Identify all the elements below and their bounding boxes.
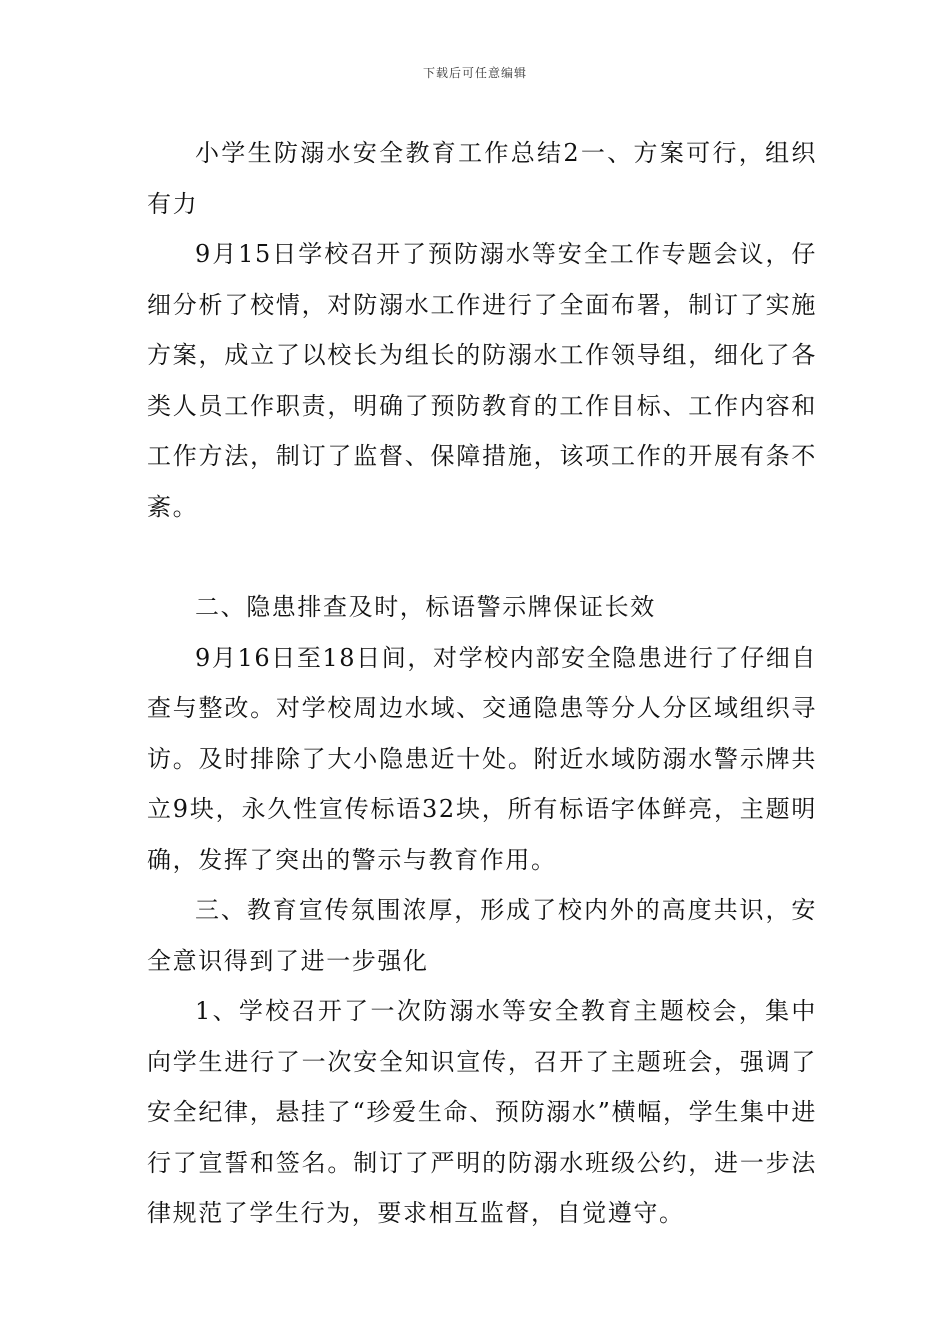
paragraph-title: 小学生防溺水安全教育工作总结2一、方案可行，组织有力 (147, 139, 817, 218)
paragraph: 1、学校召开了一次防溺水等安全教育主题校会，集中向学生进行了一次安全知识宣传，召开了主题班会，强调了安全纪律，悬挂了“珍爱生命、预防溺水”横幅，学生集中进行了宣誓和签名。制订了严明的防溺水班级公约，进一步法律规范了学生行为，要求相互监督，自觉遵守。 (147, 997, 817, 1227)
paragraph: 9月16日至18日间，对学校内部安全隐患进行了仔细自查与整改。对学校周边水域、交通隐患等分人分区域组织寻访。及时排除了大小隐患近十处。附近水域防溺水警示牌共立9块，永久性宣传标语32块，所有标语字体鲜亮，主题明确，发挥了突出的警示与教育作用。 (147, 643, 817, 874)
page-header: 下载后可任意编辑 (422, 66, 527, 80)
document-body (147, 128, 817, 1239)
paragraph-gap (147, 532, 817, 582)
paragraph-heading: 二、隐患排查及时，标语警示牌保证长效 (195, 593, 656, 621)
paragraph-heading: 三、教育宣传氛围浓厚，形成了校内外的高度共识，安全意识得到了进一步强化 (147, 896, 817, 975)
paragraph: 9月15日学校召开了预防溺水等安全工作专题会议，仔细分析了校情，对防溺水工作进行了全面布署，制订了实施方案，成立了以校长为组长的防溺水工作领导组，细化了各类人员工作职责，明确了预防教育的工作目标、工作内容和工作方法，制订了监督、保障措施，该项工作的开展有条不紊。 (147, 240, 817, 521)
